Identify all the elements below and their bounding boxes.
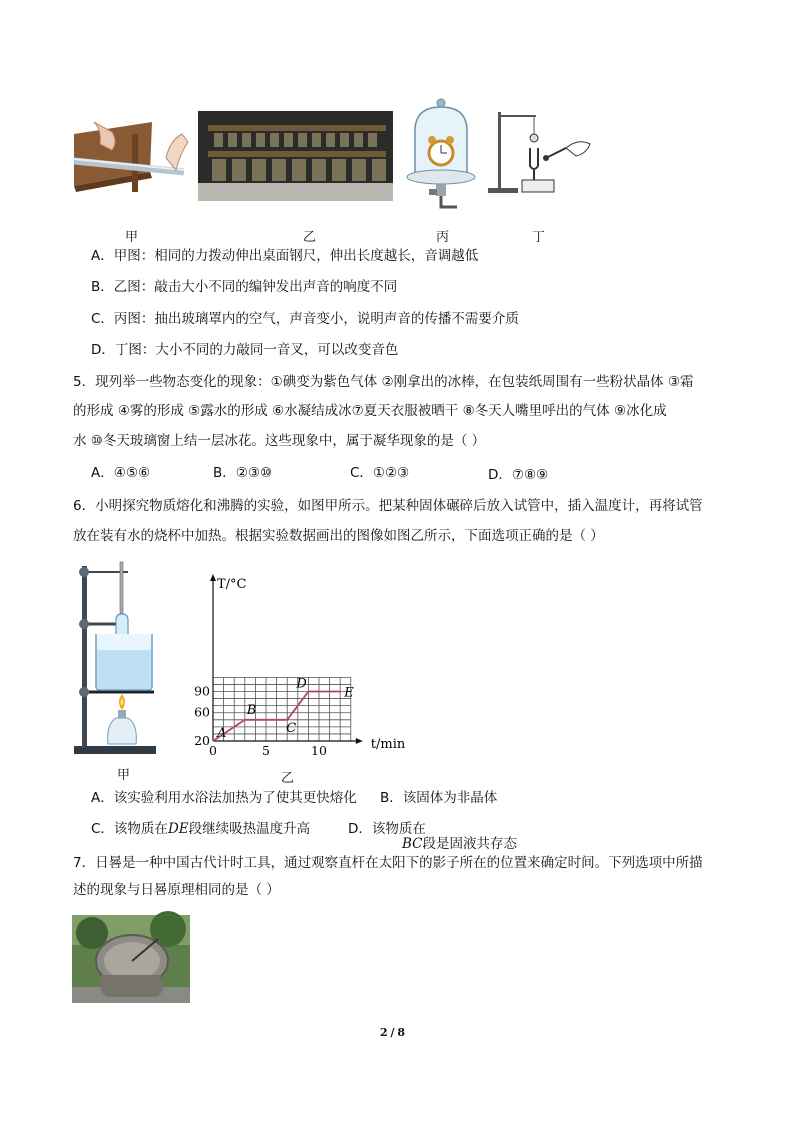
q6-option-a: A．该实验利用水浴法加热为了使其更快熔化 <box>91 790 357 806</box>
q5-option-b: B．②③⑩ <box>213 465 273 481</box>
q7-stem-line-2: 述的现象与日晷原理相同的是（ ） <box>73 882 280 898</box>
q4-option-c: C．丙图：抽出玻璃罩内的空气，声音变小，说明声音的传播不需要介质 <box>91 311 519 327</box>
q4-caption-jia: 甲 <box>125 230 139 245</box>
q6-option-c-rest: 段继续吸热温度升高 <box>188 821 311 837</box>
q5-option-a: A．④⑤⑥ <box>91 465 151 481</box>
q4-caption-yi: 乙 <box>303 230 317 245</box>
q4-option-a: A．甲图：相同的力拨动伸出桌面钢尺，伸出长度越长，音调越低 <box>91 248 479 264</box>
q6-stem-line-2: 放在装有水的烧杯中加热。根据实验数据画出的图像如图乙所示，下面选项正确的是（ ） <box>73 528 604 544</box>
figure-sundial-photo <box>72 915 190 1003</box>
q4-caption-bing: 丙 <box>436 230 450 245</box>
q6-option-c-segment: DE <box>167 821 189 837</box>
chart-point-label: D <box>296 676 307 692</box>
temperature-time-chart <box>186 568 406 768</box>
q5-option-d: D．⑦⑧⑨ <box>488 467 549 483</box>
figure-bell-jar <box>405 97 477 215</box>
chart-y-tick-label: 60 <box>194 704 210 720</box>
chart-point-label: E <box>344 685 354 701</box>
q5-stem-line-1: 5．现列举一些物态变化的现象：①碘变为紫色气体 ②刚拿出的冰棒，在包装纸周围有一些粉状晶体 ③霜 <box>73 374 694 390</box>
figure-tuning-fork <box>486 108 596 196</box>
q4-caption-ding: 丁 <box>532 230 546 245</box>
figure-heating-apparatus <box>70 558 160 758</box>
chart-y-tick-label: 90 <box>194 683 210 699</box>
chart-y-axis-label: T/°C <box>217 577 247 592</box>
chart-x-axis-arrow <box>356 738 363 744</box>
chart-x-axis-label: t/min <box>370 737 406 752</box>
chart-point-label: C <box>286 720 297 736</box>
q5-option-c: C．①②③ <box>350 465 410 481</box>
page-number: 2 / 8 <box>380 1026 405 1039</box>
q4-option-d: D．丁图：大小不同的力敲同一音叉，可以改变音色 <box>91 342 399 358</box>
chart-x-tick-label: 5 <box>262 743 270 758</box>
q6-option-d-prefix: D．该物质在 <box>348 821 426 837</box>
q6-caption-yi: 乙 <box>281 771 295 786</box>
q6-option-c <box>91 819 310 839</box>
figure-ruler <box>72 120 192 198</box>
chart-point-label: B <box>246 702 257 718</box>
q5-stem-line-2: 的形成 ④雾的形成 ⑤露水的形成 ⑥水凝结成冰⑦夏天衣服被晒干 ⑧冬天人嘴里呼出的气体 ⑨冰化成 <box>73 403 667 419</box>
q7-stem-line-1: 7．日晷是一种中国古代计时工具，通过观察直杆在太阳下的影子所在的位置来确定时间。下列选项中所描 <box>73 855 703 871</box>
q4-option-b: B．乙图：敲击大小不同的编钟发出声音的响度不同 <box>91 279 398 295</box>
figure-bianzhong <box>198 111 393 201</box>
chart-y-axis-arrow <box>210 574 216 581</box>
q6-option-d-segment: BC <box>402 836 423 852</box>
q6-option-d-rest: 段是固液共存态 <box>422 836 518 852</box>
chart-x-tick-label: 10 <box>311 743 327 758</box>
chart-point-label: A <box>217 726 227 741</box>
chart-x-tick-label: 0 <box>209 743 217 758</box>
chart-y-tick-label: 20 <box>194 733 210 748</box>
q6-option-b: B．该固体为非晶体 <box>380 790 498 806</box>
q6-caption-jia: 甲 <box>117 768 131 783</box>
q5-stem-line-3: 水 ⑩冬天玻璃窗上结一层冰花。这些现象中，属于凝华现象的是（ ） <box>73 433 486 449</box>
q6-option-c-prefix: C．该物质在 <box>91 821 168 837</box>
q6-stem-line-1: 6．小明探究物质熔化和沸腾的实验，如图甲所示。把某种固体碾碎后放入试管中，插入温度计，再将试管 <box>73 498 703 514</box>
q6-option-d-wrap <box>402 834 517 854</box>
